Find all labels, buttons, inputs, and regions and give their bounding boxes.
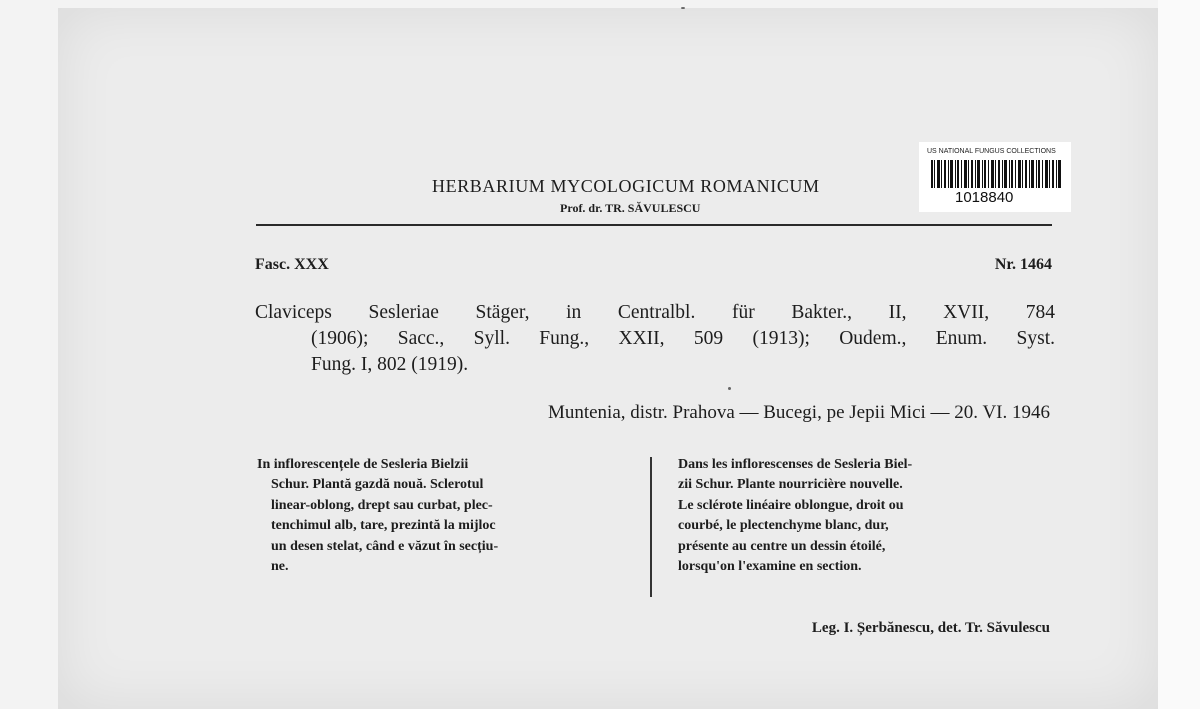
- collector-determiner: Leg. I. Șerbănescu, det. Tr. Săvulescu: [811, 620, 1050, 636]
- barcode-label: [919, 142, 1071, 212]
- specimen-number: Nr. 1464: [994, 256, 1052, 273]
- barcode-icon: [931, 160, 1061, 188]
- description-line: Schur. Plantă gazdă nouă. Sclerotul: [271, 477, 484, 493]
- barcode-institution: US NATIONAL FUNGUS COLLECTIONS: [927, 148, 1056, 155]
- fascicle-number: Fasc. XXX: [255, 256, 329, 273]
- column-divider: [650, 457, 652, 597]
- description-line: présente au centre un dessin étoilé,: [678, 538, 886, 554]
- citation-line: Claviceps Sesleriae Stäger, in Centralbl. für Bakter., II, XVII, 784: [255, 302, 1055, 323]
- description-line: Le sclérote linéaire oblongue, droit ou: [678, 497, 904, 513]
- barcode-number: 1018840: [955, 189, 1014, 206]
- description-line: courbé, le plectenchyme blanc, dur,: [678, 518, 889, 534]
- header-rule: [256, 224, 1052, 226]
- description-line: lorsqu'on l'examine en section.: [678, 559, 862, 575]
- description-line: zii Schur. Plante nourricière nouvelle.: [678, 477, 903, 493]
- description-french: [678, 455, 1052, 577]
- herbarium-title: HERBARIUM MYCOLOGICUM ROMANICUM: [432, 176, 820, 196]
- taxon-citation: [255, 300, 1055, 378]
- description-line: Dans les inflorescenses de Sesleria Biel-: [678, 457, 913, 472]
- description-line: tenchimul alb, tare, prezintă la mijloc: [271, 518, 496, 534]
- description-romanian: [257, 455, 635, 577]
- description-line: In inflorescențele de Sesleria Bielzii: [257, 457, 469, 472]
- dust-speck: [681, 7, 685, 9]
- citation-line: (1906); Sacc., Syll. Fung., XXII, 509 (1913); Oudem., Enum. Syst.: [311, 328, 1055, 349]
- collection-locality: Muntenia, distr. Prahova — Bucegi, pe Jepii Mici — 20. VI. 1946: [547, 402, 1050, 423]
- herbarium-subtitle: Prof. dr. TR. SĂVULESCU: [560, 201, 701, 215]
- citation-line: Fung. I, 802 (1919).: [311, 354, 469, 375]
- description-line: linear-oblong, drept sau curbat, plec-: [271, 497, 493, 513]
- dust-speck: [728, 387, 731, 390]
- description-line: un desen stelat, când e văzut în secțiu-: [271, 538, 499, 554]
- paper-edge: [1158, 0, 1200, 709]
- description-line: ne.: [271, 559, 289, 575]
